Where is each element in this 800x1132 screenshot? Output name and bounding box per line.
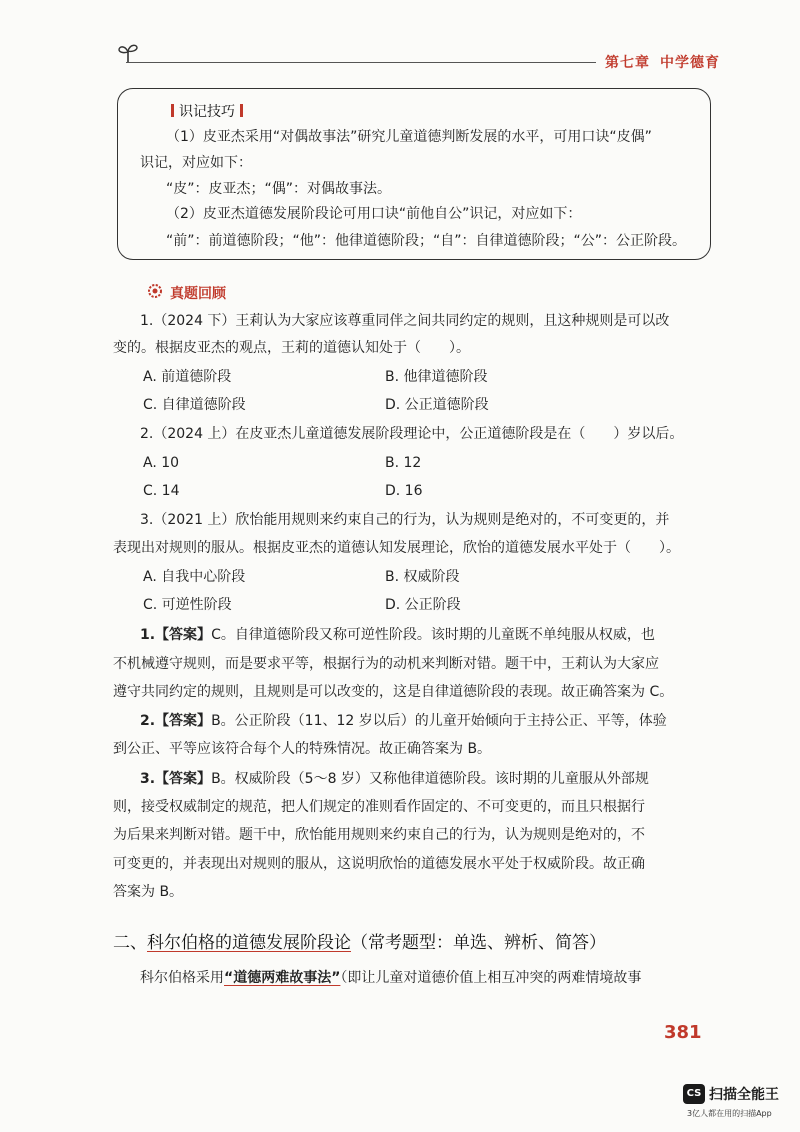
- tips-line-1: （1）皮亚杰采用“对偶故事法”研究儿童道德判断发展的水平，可用口诀“皮偶”: [166, 129, 652, 145]
- chapter-number: 第七章: [605, 55, 650, 71]
- q2-option-d: D. 16: [385, 483, 423, 499]
- answer-3-line-2: 则，接受权威制定的规范，把人们规定的准则看作固定的、不可变更的，而且只根据行: [113, 799, 645, 815]
- q3-option-a: A. 自我中心阶段: [143, 569, 246, 585]
- answer-3-line-3: 为后果来判断对错。题干中，欣怡能用规则来约束自己的行为，认为规则是绝对的，不: [113, 827, 645, 843]
- camscanner-tagline: 3亿人都在用的扫描App: [687, 1109, 772, 1118]
- review-title: 真题回顾: [170, 286, 226, 302]
- q2-option-a: A. 10: [143, 455, 180, 471]
- tips-line-4: （2）皮亚杰道德发展阶段论可用口诀“前他自公”识记，对应如下：: [166, 206, 582, 222]
- answer-3-line-1: 3.【答案】B。权威阶段（5～8 岁）又称他律道德阶段。该时期的儿童服从外部规: [140, 771, 649, 787]
- header-rule: [126, 62, 596, 63]
- section-title: 科尔伯格的道德发展阶段论: [147, 933, 351, 953]
- section-heading: 二、科尔伯格的道德发展阶段论（常考题型：单选、辨析、简答）: [113, 933, 606, 953]
- q1-line-2: 变的。根据皮亚杰的观点，王莉的道德认知处于（ ）。: [113, 340, 470, 356]
- answer-1-line-1: 1.【答案】C。自律道德阶段又称可逆性阶段。该时期的儿童既不单纯服从权威，也: [140, 627, 655, 643]
- tips-title: 识记技巧: [166, 101, 248, 121]
- tips-line-2: 识记，对应如下：: [140, 155, 252, 171]
- q2-line-1: 2.（2024 上）在皮亚杰儿童道德发展阶段理论中，公正道德阶段是在（ ）岁以后。: [140, 426, 684, 442]
- chapter-title: 中学德育: [660, 55, 720, 71]
- q3-option-c: C. 可逆性阶段: [143, 597, 232, 613]
- answer-2-label: 2.【答案】: [140, 713, 212, 729]
- method-term: “道德两难故事法”: [224, 970, 341, 986]
- answer-2-line-1: 2.【答案】B。公正阶段（11、12 岁以后）的儿童开始倾向于主持公正、平等，体验: [140, 713, 667, 729]
- q1-option-a: A. 前道德阶段: [143, 369, 232, 385]
- camscanner-logo: CS: [683, 1084, 705, 1104]
- q3-option-d: D. 公正阶段: [385, 597, 461, 613]
- gear-icon: [147, 283, 163, 299]
- q1-line-1: 1.（2024 下）王莉认为大家应该尊重同伴之间共同约定的规则，且这种规则是可以改: [140, 313, 670, 329]
- answer-3-line-4: 可变更的，并表现出对规则的服从，这说明欣怡的道德发展水平处于权威阶段。故正确: [113, 856, 645, 872]
- q1-option-c: C. 自律道德阶段: [143, 397, 246, 413]
- chapter-heading: [605, 52, 720, 72]
- q2-option-c: C. 14: [143, 483, 180, 499]
- tips-line-5: “前”：前道德阶段；“他”：他律道德阶段；“自”：自律道德阶段；“公”：公正阶段。: [166, 233, 687, 249]
- answer-1-line-2: 不机械遵守规则，而是要求平等，根据行为的动机来判断对错。题干中，王莉认为大家应: [113, 656, 659, 672]
- q3-option-b: B. 权威阶段: [385, 569, 460, 585]
- answer-2-line-2: 到公正、平等应该符合每个人的特殊情况。故正确答案为 B。: [113, 741, 492, 757]
- answer-1-label: 1.【答案】: [140, 627, 212, 643]
- answer-1-line-3: 遵守共同约定的规则，且规则是可以改变的，这是自律道德阶段的表现。故正确答案为 C。: [113, 684, 674, 700]
- page-number: 381: [664, 1022, 702, 1043]
- q1-option-b: B. 他律道德阶段: [385, 369, 488, 385]
- q2-option-b: B. 12: [385, 455, 422, 471]
- body-paragraph: 科尔伯格采用“道德两难故事法”（即让儿童对道德价值上相互冲突的两难情境故事: [140, 970, 642, 986]
- sprout-icon: [116, 40, 140, 64]
- q3-line-2: 表现出对规则的服从。根据皮亚杰的道德认知发展理论，欣怡的道德发展水平处于（ ）。: [113, 540, 680, 556]
- q3-line-1: 3.（2021 上）欣怡能用规则来约束自己的行为，认为规则是绝对的，不可变更的，并: [140, 512, 670, 528]
- answer-3-label: 3.【答案】: [140, 771, 212, 787]
- tips-line-3: “皮”：皮亚杰；“偶”：对偶故事法。: [166, 181, 392, 197]
- camscanner-name: 扫描全能王: [709, 1087, 779, 1103]
- q1-option-d: D. 公正道德阶段: [385, 397, 489, 413]
- answer-3-line-5: 答案为 B。: [113, 884, 184, 900]
